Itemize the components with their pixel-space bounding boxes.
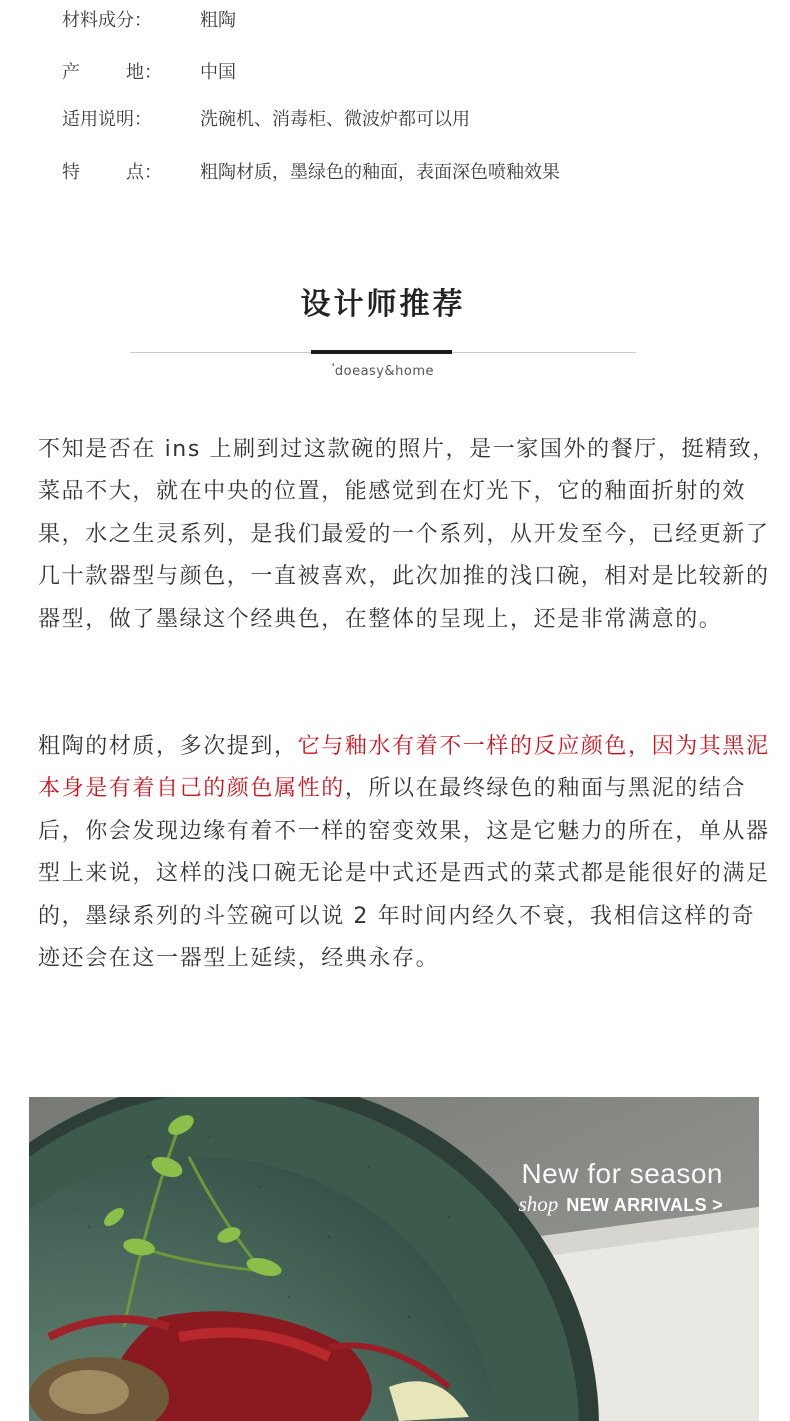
banner-title: New for season bbox=[521, 1158, 723, 1189]
spec-label bbox=[62, 158, 182, 188]
brand-tagline: 𝄒doeasy&home bbox=[331, 364, 434, 379]
promo-banner[interactable] bbox=[519, 1157, 723, 1219]
spec-label bbox=[62, 58, 182, 88]
spec-value: 洗碗机、消毒柜、微波炉都可以用 bbox=[200, 109, 470, 130]
new-arrivals-link[interactable]: NEW ARRIVALS > bbox=[566, 1195, 723, 1215]
highlighted-text: 它与釉水有着不一样的反应颜色，因为其黑泥本身是有着自己的颜色属性的 bbox=[38, 734, 770, 802]
spec-label-part: 特 bbox=[62, 162, 80, 183]
title-underline bbox=[311, 350, 452, 354]
intro-paragraph: 不知是否在 ins 上刷到过这款碗的照片，是一家国外的餐厅，挺精致，菜品不大，就在中央的位置，能感觉到在灯光下，它的釉面折射的效果，水之生灵系列，是我们最爱的一个系列，从开发至今，已经更新了几十款器型与颜色，一直被喜欢，此次加推的浅口碗，相对是比较新的器型，做了墨绿这个经典色，在整体的呈现上，还是非常满意的。 bbox=[38, 437, 776, 632]
banner-shop: shop bbox=[518, 1192, 559, 1216]
spec-label: 适用说明： bbox=[62, 109, 152, 130]
banner-subtitle[interactable] bbox=[519, 1191, 723, 1219]
spec-label-part: 地： bbox=[126, 62, 162, 83]
spec-row-features bbox=[0, 158, 790, 188]
spec-row-material bbox=[0, 6, 790, 36]
material-paragraph bbox=[38, 726, 778, 980]
bowl-illustration bbox=[29, 1097, 759, 1421]
paragraph-text: ，所以在最终绿色的釉面与黑泥的结合后，你会发现边缘有着不一样的窑变效果，这是它魅力的所在，单从器型上来说，这样的浅口碗无论是中式还是西式的菜式都是能很好的满足的，墨绿系列的斗笠碗可以说 2 年时间内经久不衰，我相信这样的奇迹还会在这一器型上延续，经典永存。 bbox=[38, 776, 770, 972]
section-title: 设计师推荐 bbox=[300, 287, 466, 322]
spec-row-usage bbox=[0, 105, 790, 135]
spec-label-part: 点： bbox=[126, 162, 162, 183]
paragraph-text: 粗陶的材质，多次提到， bbox=[38, 734, 298, 759]
spec-label-part: 产 bbox=[62, 62, 80, 83]
spec-value: 中国 bbox=[200, 62, 236, 83]
spec-value: 粗陶 bbox=[200, 10, 236, 31]
spec-label: 材料成分： bbox=[62, 10, 152, 31]
spec-row-origin bbox=[0, 58, 790, 88]
spec-value: 粗陶材质，墨绿色的釉面，表面深色喷釉效果 bbox=[200, 162, 560, 183]
product-photo bbox=[29, 1097, 759, 1421]
